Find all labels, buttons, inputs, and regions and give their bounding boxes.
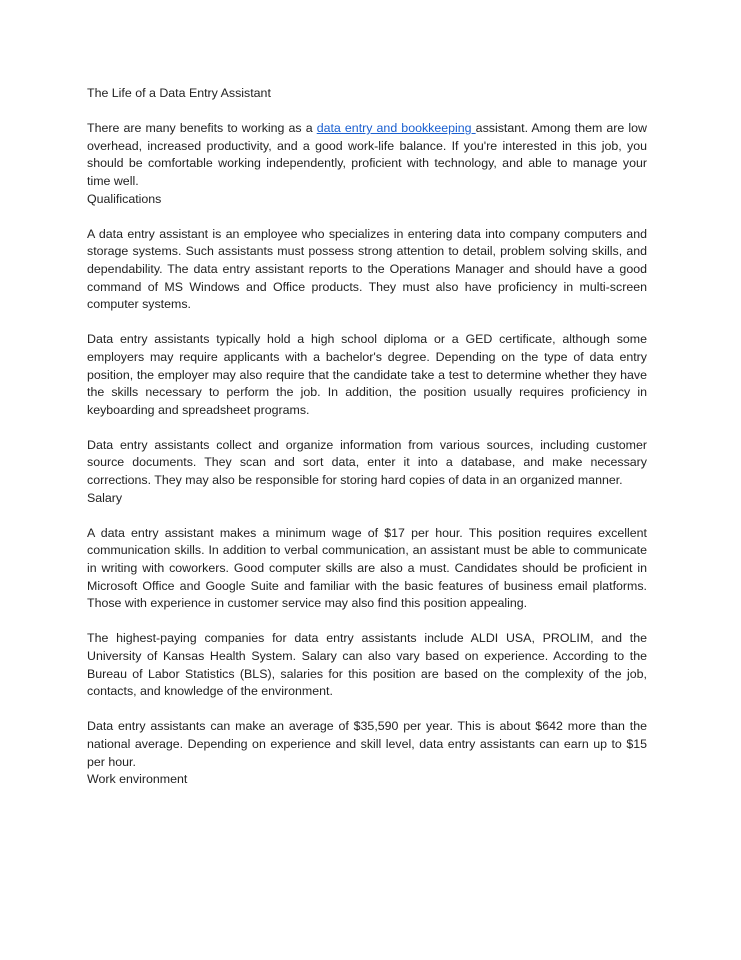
spacer xyxy=(87,419,647,437)
intro-text-after-link: assistant. Among them are low overhead, increased productivity, and a good work-life balance. If you're interested in this job, you should be comfortable working independently, proficient with technology, and able to manage your time well. xyxy=(87,121,647,188)
spacer xyxy=(87,507,647,525)
section-heading-work-environment: Work environment xyxy=(87,772,188,787)
document-title: The Life of a Data Entry Assistant xyxy=(87,86,271,100)
section-heading-qualifications: Qualifications xyxy=(87,191,162,206)
section-heading-salary: Salary xyxy=(87,490,123,505)
document-page xyxy=(87,85,647,789)
bookkeeping-link[interactable]: data entry and bookkeeping xyxy=(316,121,476,136)
qualifications-paragraph-3: Data entry assistants collect and organize information from various sources, including customer source documents. They scan and sort data, enter it into a database, and make necessary corrections. They may also be responsible for storing hard copies of data in an organized manner. xyxy=(87,437,647,488)
intro-text-before-link: There are many benefits to working as a xyxy=(87,121,317,136)
salary-paragraph-2: The highest-paying companies for data entry assistants include ALDI USA, PROLIM, and the University of Kansas Health System. Salary can also vary based on experience. According to the Bureau of Labor Statistics (BLS), salaries for this position are based on the complexity of the job, contacts, and knowledge of the environment. xyxy=(87,631,647,699)
spacer xyxy=(87,701,647,719)
spacer xyxy=(87,613,647,631)
spacer xyxy=(87,208,647,226)
salary-paragraph-3: Data entry assistants can make an average of $35,590 per year. This is about $642 more than the national average. Depending on experience and skill level, data entry assistants can earn up to $15 per hour. xyxy=(87,719,647,769)
spacer xyxy=(87,103,647,121)
qualifications-paragraph-2: Data entry assistants typically hold a high school diploma or a GED certificate, although some employers may require applicants with a bachelor's degree. Depending on the type of data entry position, the employer may also require that the candidate take a test to determine whether they have the skills necessary to perform the job. In addition, the position usually requires proficiency in keyboarding and spreadsheet programs. xyxy=(87,332,647,417)
intro-paragraph xyxy=(87,120,647,190)
salary-paragraph-1: A data entry assistant makes a minimum wage of $17 per hour. This position requires excellent communication skills. In addition to verbal communication, an assistant must be able to communicate in writing with coworkers. Good computer skills are also a must. Candidates should be proficient in Microsoft Office and Google Suite and familiar with the basic features of business email platforms. Those with experience in customer service may also find this position appealing. xyxy=(87,525,647,611)
qualifications-paragraph-1: A data entry assistant is an employee who specializes in entering data into company computers and storage systems. Such assistants must possess strong attention to detail, problem solving skills, and dependability. The data entry assistant reports to the Operations Manager and should have a good command of MS Windows and Office products. They must also have proficiency in multi-screen computer systems. xyxy=(87,226,647,312)
spacer xyxy=(87,314,647,332)
